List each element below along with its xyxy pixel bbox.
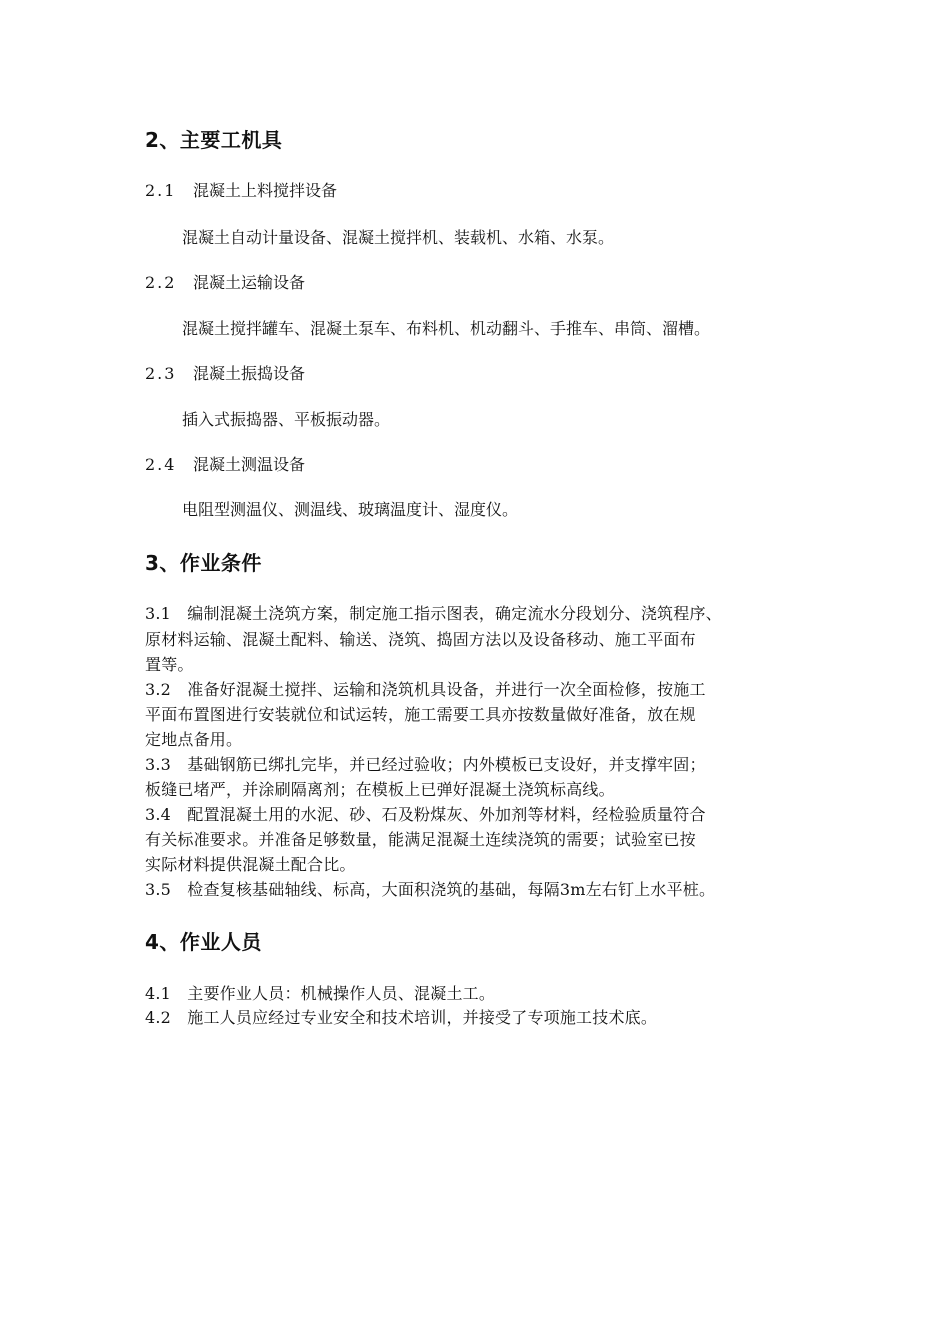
item-number: 2.4 <box>145 455 177 474</box>
section-3-line: 原材料运输、混凝土配料、输送、浇筑、捣固方法以及设备移动、施工平面布 <box>145 630 696 649</box>
item-number: 2.1 <box>145 181 177 200</box>
item-title: 混凝土运输设备 <box>193 273 306 292</box>
item-2-2-title <box>145 270 305 293</box>
item-title: 混凝土测温设备 <box>193 455 306 474</box>
item-2-1-text: 混凝土自动计量设备、混凝土搅拌机、装载机、水箱、水泵。 <box>182 228 615 247</box>
section-3-line: 实际材料提供混凝土配合比。 <box>145 855 356 874</box>
section-4-heading: 4、作业人员 <box>145 930 262 954</box>
item-number: 2.3 <box>145 364 177 383</box>
item-title: 混凝土上料搅拌设备 <box>193 181 338 200</box>
section-3-line: 平面布置图进行安装就位和试运转，施工需要工具亦按数量做好准备，放在规 <box>145 705 696 724</box>
item-2-1-title <box>145 178 337 201</box>
item-title: 混凝土振捣设备 <box>193 364 306 383</box>
section-3-line: 3.3 基础钢筋已绑扎完毕，并已经过验收；内外模板已支设好，并支撑牢固； <box>145 755 706 774</box>
section-3-line: 置等。 <box>145 655 194 674</box>
section-4-line: 4.2 施工人员应经过专业安全和技术培训，并接受了专项施工技术底。 <box>145 1008 658 1027</box>
section-3-line: 板缝已堵严，并涂刷隔离剂；在模板上已弹好混凝土浇筑标高线。 <box>145 780 615 799</box>
item-number: 2.2 <box>145 273 177 292</box>
section-4-line: 4.1 主要作业人员：机械操作人员、混凝土工。 <box>145 984 496 1003</box>
item-2-3-title <box>145 361 305 384</box>
item-2-3-text: 插入式振捣器、平板振动器。 <box>182 410 391 429</box>
section-3-line: 3.5 检查复核基础轴线、标高，大面积浇筑的基础，每隔3m左右钉上水平桩。 <box>145 880 716 899</box>
item-2-4-title <box>145 452 305 475</box>
section-3-heading: 3、作业条件 <box>145 551 262 575</box>
section-3-line: 3.4 配置混凝土用的水泥、砂、石及粉煤灰、外加剂等材料，经检验质量符合 <box>145 805 706 824</box>
section-3-line: 3.2 准备好混凝土搅拌、运输和浇筑机具设备，并进行一次全面检修，按施工 <box>145 680 706 699</box>
section-3-line: 定地点备用。 <box>145 730 243 749</box>
section-3-line: 有关标准要求。并准备足够数量，能满足混凝土连续浇筑的需要；试验室已按 <box>145 830 696 849</box>
item-2-2-text: 混凝土搅拌罐车、混凝土泵车、布料机、机动翻斗、手推车、串筒、溜槽。 <box>182 319 711 338</box>
section-2-heading: 2、主要工机具 <box>145 128 283 152</box>
item-2-4-text: 电阻型测温仪、测温线、玻璃温度计、湿度仪。 <box>182 500 519 519</box>
section-3-line: 3.1 编制混凝土浇筑方案，制定施工指示图表，确定流水分段划分、浇筑程序、 <box>145 604 722 623</box>
